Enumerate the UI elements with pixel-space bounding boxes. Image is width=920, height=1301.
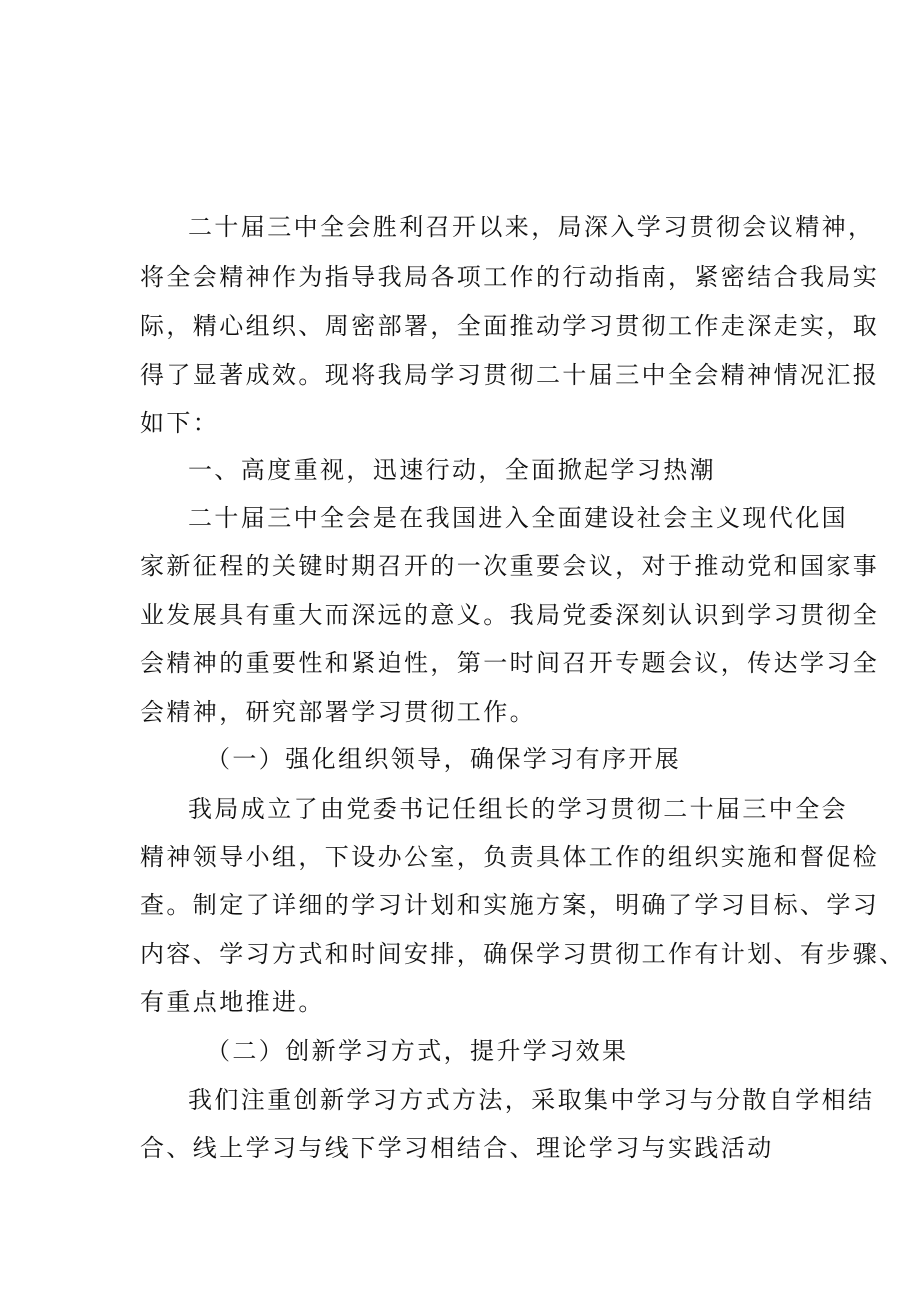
intro-line-3: 际，精心组织、周密部署，全面推动学习贯彻工作走深走实，取 xyxy=(140,312,880,340)
subsection-2-line-1: 我们注重创新学习方式方法，采取集中学习与分散自学相结 xyxy=(188,1086,875,1114)
subsection-1-line-4: 内容、学习方式和时间安排，确保学习贯彻工作有计划、有步骤、 xyxy=(140,940,906,968)
intro-line-5: 如下： xyxy=(140,409,220,437)
intro-line-1: 二十届三中全会胜利召开以来，局深入学习贯彻会议精神， xyxy=(188,213,875,241)
section-1-line-5: 会精神，研究部署学习贯彻工作。 xyxy=(140,698,536,726)
subsection-2-heading: （二）创新学习方式，提升学习效果 xyxy=(206,1037,629,1065)
section-1-line-1: 二十届三中全会是在我国进入全面建设社会主义现代化国 xyxy=(188,504,848,532)
subsection-1-line-1: 我局成立了由党委书记任组长的学习贯彻二十届三中全会 xyxy=(188,795,848,823)
intro-line-4: 得了显著成效。现将我局学习贯彻二十届三中全会精神情况汇报 xyxy=(140,361,880,389)
intro-line-2: 将全会精神作为指导我局各项工作的行动指南，紧密结合我局实 xyxy=(140,263,880,291)
section-1-heading: 一、高度重视，迅速行动，全面掀起学习热潮 xyxy=(188,456,716,484)
subsection-1-heading: （一）强化组织领导，确保学习有序开展 xyxy=(206,745,682,773)
section-1-line-4: 会精神的重要性和紧迫性，第一时间召开专题会议，传达学习全 xyxy=(140,649,880,677)
subsection-1-line-5: 有重点地推进。 xyxy=(140,988,325,1016)
section-1-line-2: 家新征程的关键时期召开的一次重要会议，对于推动党和国家事 xyxy=(140,552,880,580)
subsection-2-line-2: 合、线上学习与线下学习相结合、理论学习与实践活动 xyxy=(140,1134,774,1162)
section-1-line-3: 业发展具有重大而深远的意义。我局党委深刻认识到学习贯彻全 xyxy=(140,601,880,629)
subsection-1-line-2: 精神领导小组，下设办公室，负责具体工作的组织实施和督促检 xyxy=(140,843,880,871)
subsection-1-line-3: 查。制定了详细的学习计划和实施方案，明确了学习目标、学习 xyxy=(140,891,880,919)
